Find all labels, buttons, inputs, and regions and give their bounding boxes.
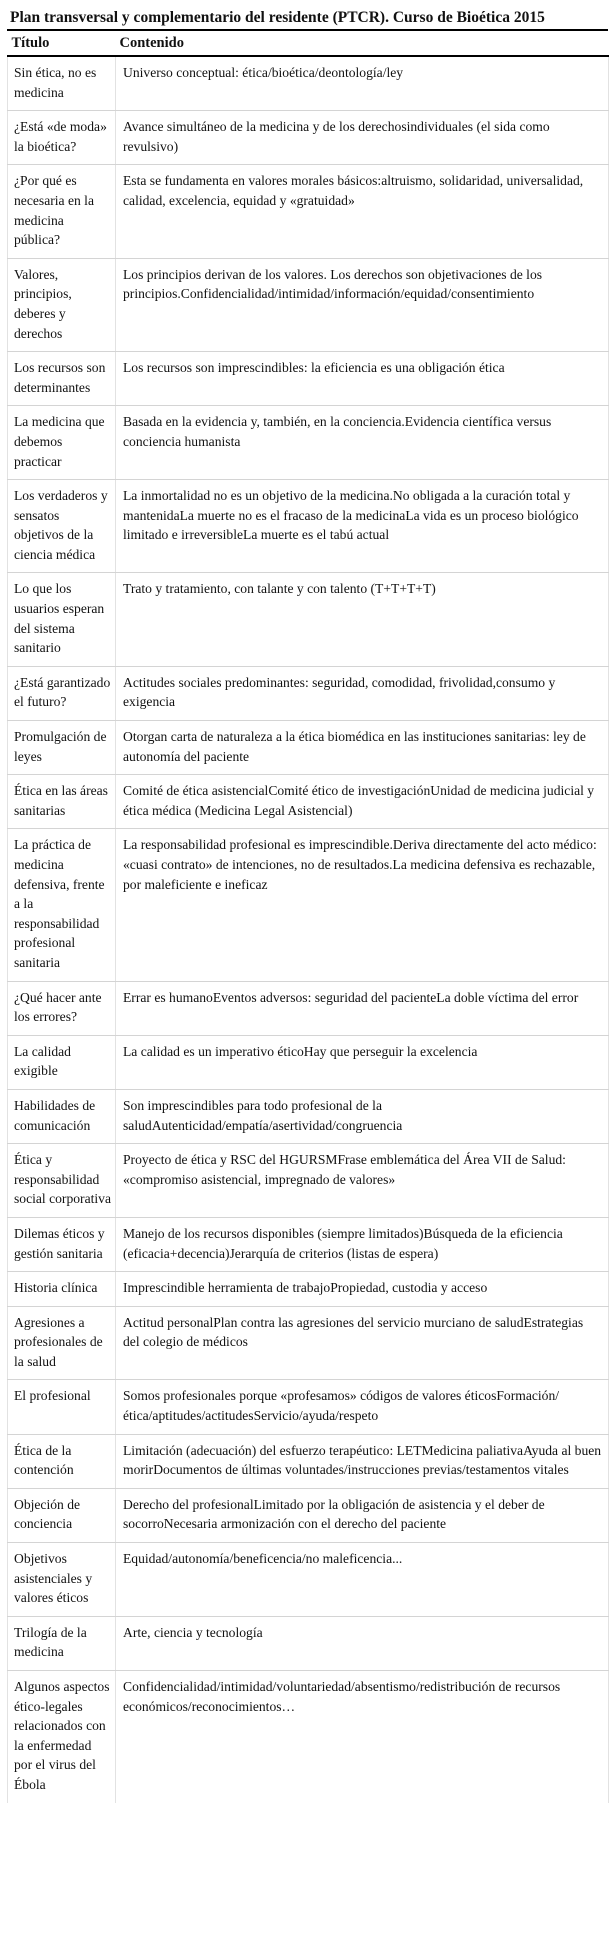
row-title: El profesional xyxy=(8,1380,116,1434)
table-row xyxy=(8,775,609,829)
row-title: Objeción de conciencia xyxy=(8,1488,116,1542)
row-title: Lo que los usuarios esperan del sistema sanitario xyxy=(8,573,116,666)
row-content: Son imprescindibles para todo profesional de la saludAutenticidad/empatía/asertividad/congruencia xyxy=(116,1089,609,1143)
row-title: Objetivos asistenciales y valores éticos xyxy=(8,1543,116,1617)
row-content: La inmortalidad no es un objetivo de la medicina.No obligada a la curación total y mantenidaLa muerte no es el fracaso de la medicinaLa vida es un proceso biológico limitado e irreversibleLa muerte es el tabú actual xyxy=(116,480,609,573)
row-title: Valores, principios, deberes y derechos xyxy=(8,258,116,351)
row-content: La responsabilidad profesional es imprescindible.Deriva directamente del acto médico: «cuasi contrato» de intenciones, no de resultados.La medicina defensiva es rechazable, por maleficiente e ineficaz xyxy=(116,829,609,981)
header-contenido: Contenido xyxy=(116,31,609,56)
row-title: ¿Por qué es necesaria en la medicina pública? xyxy=(8,165,116,258)
row-content: Los principios derivan de los valores. Los derechos son objetivaciones de los principios.Confidencialidad/intimidad/información/equidad/consentimiento xyxy=(116,258,609,351)
row-title: Ética de la contención xyxy=(8,1434,116,1488)
row-content: Actitud personalPlan contra las agresiones del servicio murciano de saludEstrategias del colegio de médicos xyxy=(116,1306,609,1380)
table-row xyxy=(8,111,609,165)
table-row xyxy=(8,1217,609,1271)
table-row xyxy=(8,1272,609,1307)
row-title: ¿Está «de moda» la bioética? xyxy=(8,111,116,165)
header-titulo: Título xyxy=(8,31,116,56)
row-title: Trilogía de la medicina xyxy=(8,1616,116,1670)
row-content: Esta se fundamenta en valores morales básicos:altruismo, solidaridad, universalidad, calidad, excelencia, equidad y «gratuidad» xyxy=(116,165,609,258)
table-row xyxy=(8,981,609,1035)
row-content: Equidad/autonomía/beneficencia/no maleficencia... xyxy=(116,1543,609,1617)
row-title: Los recursos son determinantes xyxy=(8,352,116,406)
row-content: Basada en la evidencia y, también, en la conciencia.Evidencia científica versus conciencia humanista xyxy=(116,406,609,480)
row-content: Actitudes sociales predominantes: seguridad, comodidad, frivolidad,consumo y exigencia xyxy=(116,666,609,720)
row-title: Sin ética, no es medicina xyxy=(8,56,116,111)
table-row xyxy=(8,1434,609,1488)
row-content: Comité de ética asistencialComité ético de investigaciónUnidad de medicina judicial y ética médica (Medicina Legal Asistencial) xyxy=(116,775,609,829)
row-title: Agresiones a profesionales de la salud xyxy=(8,1306,116,1380)
row-title: La medicina que debemos practicar xyxy=(8,406,116,480)
table-row xyxy=(8,829,609,981)
table-row xyxy=(8,1035,609,1089)
row-title: Historia clínica xyxy=(8,1272,116,1307)
row-title: ¿Está garantizado el futuro? xyxy=(8,666,116,720)
table-row xyxy=(8,1089,609,1143)
table-row xyxy=(8,352,609,406)
row-content: Errar es humanoEventos adversos: seguridad del pacienteLa doble víctima del error xyxy=(116,981,609,1035)
row-content: Limitación (adecuación) del esfuerzo terapéutico: LETMedicina paliativaAyuda al buen morirDocumentos de últimas voluntades/instrucciones previas/testamentos vitales xyxy=(116,1434,609,1488)
row-content: Somos profesionales porque «profesamos» códigos de valores éticosFormación/ética/aptitudes/actitudesServicio/ayuda/respeto xyxy=(116,1380,609,1434)
row-content: Proyecto de ética y RSC del HGURSMFrase emblemática del Área VII de Salud: «compromiso asistencial, impregnado de valores» xyxy=(116,1144,609,1218)
table-wrapper xyxy=(7,0,608,1803)
table-header xyxy=(8,31,609,56)
table-row xyxy=(8,1543,609,1617)
table-row xyxy=(8,721,609,775)
row-content: Derecho del profesionalLimitado por la obligación de asistencia y el deber de socorroNecesaria armonización con el derecho del paciente xyxy=(116,1488,609,1542)
table-row xyxy=(8,406,609,480)
row-title: ¿Qué hacer ante los errores? xyxy=(8,981,116,1035)
row-content: Manejo de los recursos disponibles (siempre limitados)Búsqueda de la eficiencia (eficacia+decencia)Jerarquía de criterios (listas de espera) xyxy=(116,1217,609,1271)
table-row xyxy=(8,1380,609,1434)
row-title: Ética y responsabilidad social corporativa xyxy=(8,1144,116,1218)
table-row xyxy=(8,1616,609,1670)
row-content: Arte, ciencia y tecnología xyxy=(116,1616,609,1670)
table-row xyxy=(8,480,609,573)
table-row xyxy=(8,56,609,111)
header-row xyxy=(8,31,609,56)
row-title: Los verdaderos y sensatos objetivos de la ciencia médica xyxy=(8,480,116,573)
row-title: Dilemas éticos y gestión sanitaria xyxy=(8,1217,116,1271)
row-title: La calidad exigible xyxy=(8,1035,116,1089)
row-title: Ética en las áreas sanitarias xyxy=(8,775,116,829)
table-caption: Plan transversal y complementario del residente (PTCR). Curso de Bioética 2015 xyxy=(7,0,608,31)
row-title: Algunos aspectos ético-legales relacionados con la enfermedad por el virus del Ébola xyxy=(8,1671,116,1803)
row-content: Trato y tratamiento, con talante y con talento (T+T+T+T) xyxy=(116,573,609,666)
table-row xyxy=(8,573,609,666)
ptcr-table xyxy=(7,31,609,1803)
row-content: Imprescindible herramienta de trabajoPropiedad, custodia y acceso xyxy=(116,1272,609,1307)
row-title: Promulgación de leyes xyxy=(8,721,116,775)
table-row xyxy=(8,666,609,720)
table-row xyxy=(8,1671,609,1803)
table-row xyxy=(8,1488,609,1542)
table-body xyxy=(8,56,609,1803)
row-content: Universo conceptual: ética/bioética/deontología/ley xyxy=(116,56,609,111)
table-row xyxy=(8,1144,609,1218)
row-content: Confidencialidad/intimidad/voluntariedad/absentismo/redistribución de recursos económicos/reconocimientos… xyxy=(116,1671,609,1803)
row-content: Los recursos son imprescindibles: la eficiencia es una obligación ética xyxy=(116,352,609,406)
table-row xyxy=(8,258,609,351)
row-content: La calidad es un imperativo éticoHay que perseguir la excelencia xyxy=(116,1035,609,1089)
row-title: La práctica de medicina defensiva, frente a la responsabilidad profesional sanitaria xyxy=(8,829,116,981)
table-row xyxy=(8,165,609,258)
table-row xyxy=(8,1306,609,1380)
row-content: Avance simultáneo de la medicina y de los derechosindividuales (el sida como revulsivo) xyxy=(116,111,609,165)
row-title: Habilidades de comunicación xyxy=(8,1089,116,1143)
row-content: Otorgan carta de naturaleza a la ética biomédica en las instituciones sanitarias: ley de autonomía del paciente xyxy=(116,721,609,775)
